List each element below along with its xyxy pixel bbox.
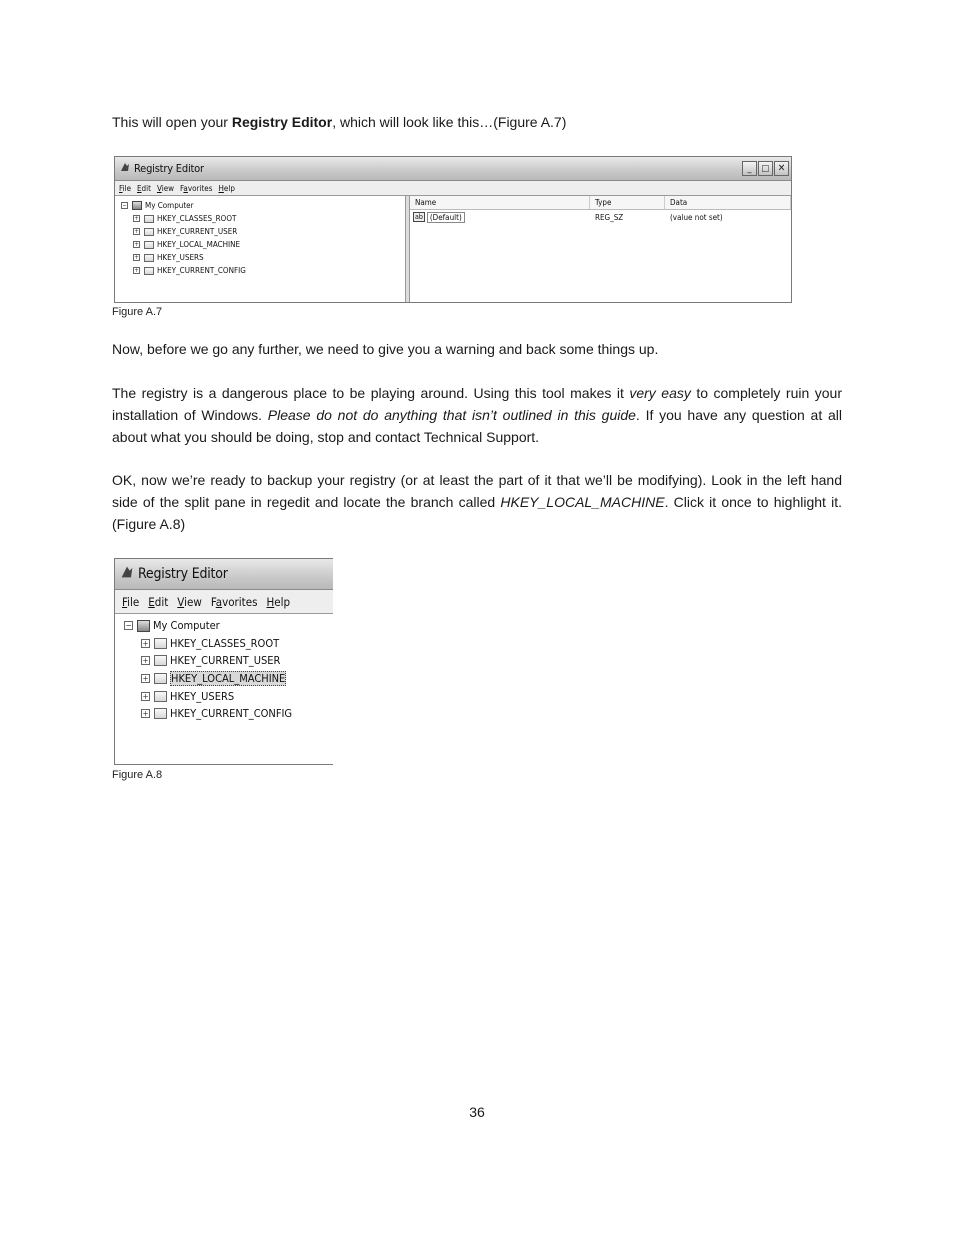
window-title: Registry Editor bbox=[138, 566, 228, 582]
maximize-icon: □ bbox=[761, 163, 770, 174]
tree-item-hive[interactable] bbox=[124, 652, 333, 670]
value-data: (value not set) bbox=[670, 212, 723, 222]
tree-item-hive[interactable] bbox=[124, 687, 333, 705]
close-icon: ✕ bbox=[777, 163, 786, 174]
menu-item-4[interactable]: Help bbox=[266, 594, 291, 609]
menu-item-3[interactable]: Favorites bbox=[180, 183, 213, 193]
folder-icon bbox=[154, 638, 167, 649]
expand-icon[interactable]: + bbox=[142, 709, 149, 719]
hive-label: HKEY_CURRENT_CONFIG bbox=[170, 707, 293, 721]
menu-bar bbox=[115, 181, 791, 196]
folder-icon bbox=[154, 708, 167, 719]
window-title: Registry Editor bbox=[134, 162, 204, 175]
folder-icon bbox=[144, 228, 154, 236]
title-bar bbox=[115, 559, 333, 590]
column-type[interactable]: Type bbox=[590, 196, 665, 209]
hive-label: HKEY_USERS bbox=[157, 253, 204, 262]
expand-icon[interactable]: + bbox=[134, 215, 139, 222]
hive-label: HKEY_CLASSES_ROOT bbox=[157, 214, 237, 223]
menu-item-1[interactable]: Edit bbox=[148, 594, 169, 609]
collapse-icon[interactable]: − bbox=[125, 621, 132, 631]
expand-icon[interactable]: + bbox=[142, 656, 149, 666]
tree-item-hive[interactable] bbox=[121, 264, 405, 277]
computer-icon bbox=[132, 201, 142, 210]
hive-label: HKEY_LOCAL_MACHINE bbox=[157, 240, 241, 249]
string-value-icon: ab bbox=[415, 213, 423, 221]
column-data[interactable]: Data bbox=[665, 196, 791, 209]
column-name[interactable]: Name bbox=[410, 196, 590, 209]
expand-icon[interactable]: + bbox=[142, 674, 149, 684]
key-tree-pane[interactable] bbox=[115, 614, 333, 723]
figure-a8-registry-editor bbox=[114, 558, 333, 765]
intro-text-bold: Registry Editor bbox=[231, 114, 333, 130]
page-number: 36 bbox=[469, 1104, 485, 1120]
menu-item-2[interactable]: View bbox=[177, 594, 202, 609]
minimize-icon: _ bbox=[747, 163, 752, 174]
caption-figure-a8: Figure A.8 bbox=[112, 769, 163, 781]
tree-item-my-computer[interactable] bbox=[121, 199, 405, 212]
menu-item-3[interactable]: Favorites bbox=[210, 594, 258, 609]
close-button[interactable] bbox=[774, 161, 789, 176]
folder-icon bbox=[154, 691, 167, 702]
menu-item-0[interactable]: File bbox=[119, 183, 131, 193]
menu-item-4[interactable]: Help bbox=[218, 183, 235, 193]
hive-label: HKEY_CURRENT_USER bbox=[157, 227, 238, 236]
registry-editor-icon bbox=[119, 564, 135, 584]
danger-paragraph: The registry is a dangerous place to be playing around. Using this tool makes it very easy to completely ruin your installation of Windows. Please do not do anything that isn’t outlined in this guide. If you have any question at all about what you should be doing, stop and contact Technical Support. bbox=[112, 385, 842, 445]
value-type: REG_SZ bbox=[595, 212, 624, 222]
folder-icon bbox=[144, 254, 154, 262]
tree-item-hive[interactable] bbox=[121, 225, 405, 238]
computer-icon bbox=[137, 620, 150, 632]
registry-editor-icon bbox=[119, 161, 131, 176]
expand-icon[interactable]: + bbox=[142, 691, 149, 701]
menu-bar bbox=[115, 590, 333, 614]
folder-icon bbox=[154, 673, 167, 684]
warning-intro-paragraph: Now, before we go any further, we need to give you a warning and back some things up. bbox=[112, 341, 659, 357]
folder-icon bbox=[144, 215, 154, 223]
expand-icon[interactable]: + bbox=[134, 254, 139, 261]
intro-text-after: , which will look like this…(Figure A.7) bbox=[332, 114, 567, 130]
value-row-default[interactable] bbox=[410, 210, 791, 224]
expand-icon[interactable]: + bbox=[142, 638, 149, 648]
values-list-header bbox=[410, 196, 791, 210]
tree-item-hive[interactable] bbox=[121, 238, 405, 251]
hive-label: HKEY_CURRENT_USER bbox=[170, 654, 281, 668]
backup-paragraph: OK, now we’re ready to backup your registry (or at least the part of it that we’ll be modifying). Look in the left hand side of the split pane in regedit and locate the branch called HKEY_LOCAL_MACHINE. Click it once to highlight it. (Figure A.8) bbox=[112, 472, 842, 532]
tree-root-label: My Computer bbox=[145, 201, 194, 210]
maximize-button[interactable] bbox=[758, 161, 773, 176]
hive-label: HKEY_USERS bbox=[170, 689, 235, 703]
hive-label: HKEY_CLASSES_ROOT bbox=[170, 636, 280, 650]
tree-item-hive[interactable] bbox=[124, 635, 333, 653]
folder-icon bbox=[144, 267, 154, 275]
expand-icon[interactable]: + bbox=[134, 228, 139, 235]
folder-icon bbox=[144, 241, 154, 249]
value-name: (Default) bbox=[427, 212, 465, 223]
minimize-button[interactable] bbox=[742, 161, 757, 176]
folder-icon bbox=[154, 655, 167, 666]
collapse-icon[interactable]: − bbox=[122, 202, 127, 209]
title-bar bbox=[115, 157, 791, 181]
expand-icon[interactable]: + bbox=[134, 241, 139, 248]
intro-text-before: This will open your bbox=[112, 114, 232, 130]
figure-a7-registry-editor bbox=[114, 156, 792, 303]
tree-item-hive[interactable] bbox=[121, 212, 405, 225]
key-tree-pane[interactable] bbox=[115, 196, 405, 302]
menu-item-0[interactable]: File bbox=[122, 594, 140, 609]
tree-item-hive[interactable] bbox=[121, 251, 405, 264]
hive-label: HKEY_LOCAL_MACHINE bbox=[171, 672, 286, 686]
tree-item-my-computer[interactable] bbox=[124, 617, 333, 635]
expand-icon[interactable]: + bbox=[134, 267, 139, 274]
hive-label: HKEY_CURRENT_CONFIG bbox=[157, 266, 246, 275]
values-pane[interactable] bbox=[410, 196, 791, 302]
tree-item-hive[interactable] bbox=[124, 705, 333, 723]
tree-item-hive[interactable] bbox=[124, 670, 333, 688]
caption-figure-a7: Figure A.7 bbox=[112, 306, 163, 318]
tree-root-label: My Computer bbox=[153, 619, 220, 633]
menu-item-2[interactable]: View bbox=[156, 183, 175, 193]
intro-paragraph bbox=[112, 111, 842, 133]
menu-item-1[interactable]: Edit bbox=[137, 183, 151, 193]
